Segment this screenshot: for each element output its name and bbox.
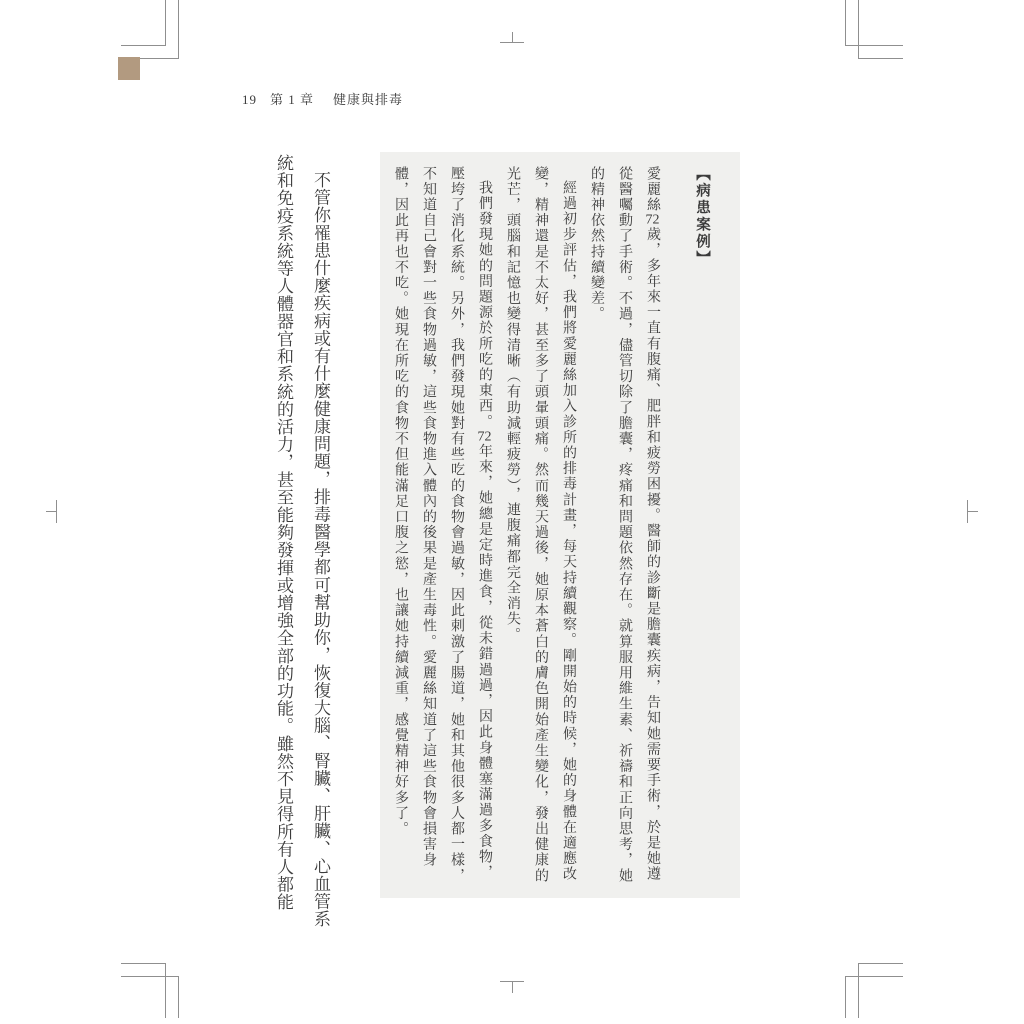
- text-run: 愛麗絲: [645, 166, 660, 213]
- register-mark-right: [967, 500, 968, 523]
- paragraph: [498, 166, 582, 884]
- crop-mark: [178, 0, 179, 59]
- page-header: [242, 89, 403, 108]
- case-study-box: [380, 152, 740, 898]
- register-mark-right: [967, 511, 978, 512]
- crop-mark: [845, 0, 846, 46]
- tate-chu-yoko-number: 72: [645, 212, 660, 227]
- crop-mark: [859, 963, 903, 964]
- register-mark-top: [500, 42, 524, 43]
- crop-mark: [121, 45, 165, 46]
- crop-mark: [846, 976, 903, 977]
- case-box-heading: 【病患案例】: [694, 166, 710, 268]
- main-body-text: [261, 154, 339, 934]
- chapter-label: 第 1 章: [270, 92, 315, 107]
- crop-mark: [121, 963, 165, 964]
- crop-mark: [121, 976, 178, 977]
- paragraph: [582, 166, 666, 884]
- text-run: 我們發現她的問題源於所吃的東西。: [477, 180, 492, 430]
- crop-mark: [178, 976, 179, 1018]
- text-run: 不管你罹患什麼疾病或有什麼健康問題，排毒醫學都可幫助你，恢復大腦、腎臟、肝臟、心血管系統和免疫系統等人體器官和系統的活力，甚至能夠發揮或增強全部的功能。雖然不見得所有人都能: [274, 154, 330, 928]
- crop-mark: [165, 963, 166, 1018]
- crop-mark: [858, 963, 859, 1018]
- paragraph: [386, 166, 498, 884]
- crop-mark: [165, 0, 166, 46]
- text-run: 經過初步評估，我們將愛麗絲加入診所的排毒計畫，每天持續觀察。剛開始的時候，她的身體在適應改變，精神還是不太好，甚至多了頭暈頭痛。然而幾天過後，她原本蒼白的膚色開始產生變化，發出健康的光芒，頭腦和記憶也變得清晰（有助減輕疲勞），連腹痛都完全消失。: [505, 166, 576, 884]
- register-mark-bottom: [512, 982, 513, 993]
- page-number: 19: [242, 92, 257, 107]
- crop-mark: [845, 45, 903, 46]
- text-run: 年來，她總是定時進食，從未錯過過，因此身體塞滿過多食物，壓垮了消化系統。另外，我們發現她對有些吃的食物會過敏，因此刺激了腸道，她和其他很多人都一樣，不知道自己會對一些食物過敏，這些食物進入體內的後果是產生毒性。愛麗絲知道了這些食物會損害身體，因此再也不吃。她現在所吃的食物不但能滿足口腹之慾，也讓她持續減重，感覺精神好多了。: [393, 166, 492, 884]
- register-mark-left: [56, 500, 57, 523]
- text-run: 歲，多年來一直有腹痛、肥胖和疲勞困擾。醫師的診斷是膽囊疾病，告知她需要手術，於是她遵從醫囑動了手術。不過，儘管切除了膽囊，疼痛和問題依然存在。就算服用維生素、祈禱和正向思考，她的精神依然持續變差。: [589, 166, 660, 884]
- paragraph: [265, 154, 339, 934]
- crop-mark: [858, 0, 859, 59]
- chapter-title: 健康與排毒: [333, 92, 404, 107]
- color-swatch-square: [118, 57, 140, 80]
- crop-mark: [845, 976, 846, 1018]
- tate-chu-yoko-number: 72: [477, 429, 492, 444]
- crop-mark: [858, 58, 903, 59]
